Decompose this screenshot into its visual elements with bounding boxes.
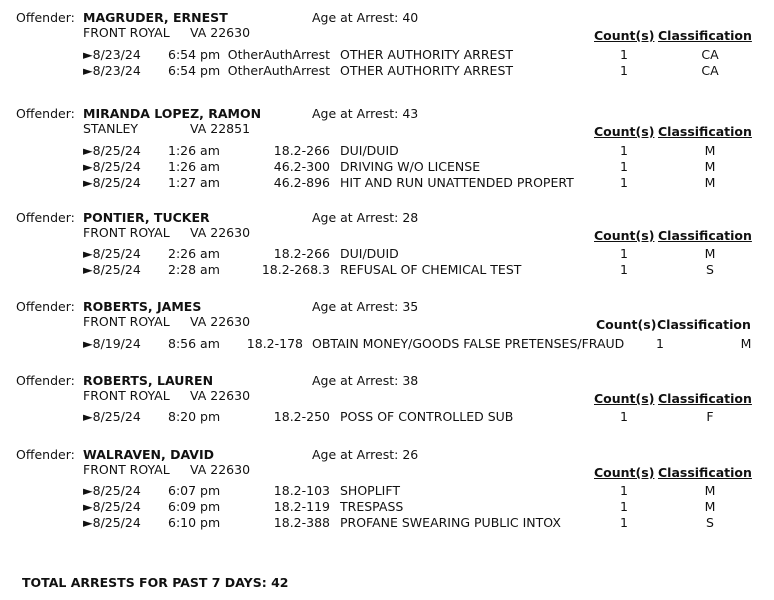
charge-count: 1 — [620, 246, 628, 261]
offender-label: Offender: — [16, 299, 75, 314]
charge-description: SHOPLIFT — [340, 483, 400, 498]
charge-count: 1 — [620, 175, 628, 190]
charge-classification: S — [706, 262, 714, 277]
arrest-date: ►8/25/24 — [83, 175, 141, 190]
count-header: Count(s) — [594, 465, 655, 480]
count-header: Count(s) — [594, 28, 655, 43]
total-label: TOTAL ARRESTS FOR PAST 7 DAYS: — [22, 575, 267, 590]
arrest-date: ►8/25/24 — [83, 483, 141, 498]
count-header: Count(s) — [594, 228, 655, 243]
statute-code: 18.2-266 — [273, 246, 330, 261]
statute-code: 18.2-388 — [273, 515, 330, 530]
offender-name: PONTIER, TUCKER — [83, 210, 210, 225]
charge-count: 1 — [620, 515, 628, 530]
total-value: 42 — [271, 575, 289, 590]
age-label: Age at Arrest: — [312, 10, 399, 25]
charge-count: 1 — [656, 336, 664, 351]
offender-name: ROBERTS, JAMES — [83, 299, 202, 314]
offender-label: Offender: — [16, 10, 75, 25]
age-at-arrest — [312, 447, 418, 462]
offender-city: STANLEY — [83, 121, 138, 136]
charge-description: PROFANE SWEARING PUBLIC INTOX — [340, 515, 561, 530]
arrest-time: 8:56 am — [168, 336, 220, 351]
charge-classification: M — [704, 143, 716, 158]
offender-label: Offender: — [16, 373, 75, 388]
offender-city: FRONT ROYAL — [83, 388, 170, 403]
arrest-date: ►8/19/24 — [83, 336, 141, 351]
arrest-time: 6:07 pm — [168, 483, 221, 498]
offender-name: MIRANDA LOPEZ, RAMON — [83, 106, 262, 121]
offender-city: FRONT ROYAL — [83, 462, 170, 477]
offender-state-zip: VA 22630 — [190, 388, 251, 403]
charge-classification: M — [704, 175, 716, 190]
classification-header: Classification — [657, 317, 751, 332]
charge-classification: F — [706, 409, 714, 424]
offender-state-zip: VA 22630 — [190, 225, 251, 240]
arrest-time: 8:20 pm — [168, 409, 221, 424]
arrest-time: 1:26 am — [168, 159, 220, 174]
offender-state-zip: VA 22630 — [190, 25, 251, 40]
offender-state-zip: VA 22851 — [190, 121, 251, 136]
age-value: 40 — [402, 10, 419, 25]
charge-classification: M — [704, 499, 716, 514]
charge-classification: M — [704, 483, 716, 498]
charge-count: 1 — [620, 159, 628, 174]
offender-city: FRONT ROYAL — [83, 314, 170, 329]
charge-description: HIT AND RUN UNATTENDED PROPERT — [340, 175, 574, 190]
age-label: Age at Arrest: — [312, 210, 399, 225]
statute-code: 46.2-300 — [273, 159, 330, 174]
age-value: 43 — [402, 106, 419, 121]
offender-name: MAGRUDER, ERNEST — [83, 10, 228, 25]
arrest-date: ►8/25/24 — [83, 499, 141, 514]
charge-classification: M — [704, 246, 716, 261]
arrest-time: 2:26 am — [168, 246, 220, 261]
charge-description: OBTAIN MONEY/GOODS FALSE PRETENSES/FRAUD — [312, 336, 625, 351]
age-at-arrest — [312, 299, 418, 314]
arrest-time: 1:27 am — [168, 175, 220, 190]
arrest-date: ►8/25/24 — [83, 246, 141, 261]
statute-code: 18.2-268.3 — [261, 262, 330, 277]
offender-name: ROBERTS, LAUREN — [83, 373, 214, 388]
statute-code: 18.2-250 — [273, 409, 330, 424]
offender-state-zip: VA 22630 — [190, 314, 251, 329]
age-at-arrest — [312, 373, 418, 388]
arrest-date: ►8/25/24 — [83, 262, 141, 277]
arrest-date: ►8/25/24 — [83, 409, 141, 424]
statute-code: 18.2-266 — [273, 143, 330, 158]
charge-classification: S — [706, 515, 714, 530]
charge-count: 1 — [620, 483, 628, 498]
classification-header: Classification — [658, 465, 752, 480]
arrest-date: ►8/25/24 — [83, 159, 141, 174]
arrest-date: ►8/25/24 — [83, 515, 141, 530]
charge-description: OTHER AUTHORITY ARREST — [340, 47, 514, 62]
charge-description: POSS OF CONTROLLED SUB — [340, 409, 514, 424]
age-at-arrest — [312, 10, 418, 25]
classification-header: Classification — [658, 228, 752, 243]
classification-header: Classification — [658, 124, 752, 139]
charge-count: 1 — [620, 47, 628, 62]
classification-header: Classification — [658, 28, 752, 43]
age-at-arrest — [312, 210, 418, 225]
age-value: 26 — [402, 447, 419, 462]
age-label: Age at Arrest: — [312, 299, 399, 314]
charge-description: OTHER AUTHORITY ARREST — [340, 63, 514, 78]
arrest-time: 6:09 pm — [168, 499, 221, 514]
arrest-time: 6:10 pm — [168, 515, 221, 530]
age-value: 35 — [402, 299, 419, 314]
offender-city: FRONT ROYAL — [83, 225, 170, 240]
charge-description: DUI/DUID — [340, 246, 399, 261]
arrest-date: ►8/23/24 — [83, 63, 141, 78]
count-header: Count(s) — [594, 124, 655, 139]
charge-description: DRIVING W/O LICENSE — [340, 159, 481, 174]
arrest-time: 1:26 am — [168, 143, 220, 158]
offender-state-zip: VA 22630 — [190, 462, 251, 477]
total-arrests — [22, 575, 288, 590]
charge-description: DUI/DUID — [340, 143, 399, 158]
arrest-date: ►8/23/24 — [83, 47, 141, 62]
charge-description: REFUSAL OF CHEMICAL TEST — [340, 262, 522, 277]
offender-label: Offender: — [16, 106, 75, 121]
arrest-time: 6:54 pm — [168, 47, 221, 62]
charge-count: 1 — [620, 143, 628, 158]
offender-label: Offender: — [16, 210, 75, 225]
statute-code: OtherAuthArrest — [227, 47, 330, 62]
count-header: Count(s) — [596, 317, 657, 332]
charge-classification: M — [704, 159, 716, 174]
classification-header: Classification — [658, 391, 752, 406]
charge-count: 1 — [620, 409, 628, 424]
statute-code: 46.2-896 — [273, 175, 330, 190]
age-label: Age at Arrest: — [312, 106, 399, 121]
charge-count: 1 — [620, 262, 628, 277]
age-value: 28 — [402, 210, 419, 225]
offender-name: WALRAVEN, DAVID — [83, 447, 214, 462]
offender-label: Offender: — [16, 447, 75, 462]
statute-code: OtherAuthArrest — [227, 63, 330, 78]
count-header: Count(s) — [594, 391, 655, 406]
charge-description: TRESPASS — [340, 499, 404, 514]
charge-classification: CA — [701, 63, 719, 78]
age-label: Age at Arrest: — [312, 373, 399, 388]
charge-count: 1 — [620, 499, 628, 514]
charge-classification: M — [740, 336, 752, 351]
age-value: 38 — [402, 373, 419, 388]
arrest-time: 6:54 pm — [168, 63, 221, 78]
statute-code: 18.2-103 — [273, 483, 330, 498]
arrest-date: ►8/25/24 — [83, 143, 141, 158]
statute-code: 18.2-178 — [246, 336, 303, 351]
charge-classification: CA — [701, 47, 719, 62]
offender-city: FRONT ROYAL — [83, 25, 170, 40]
statute-code: 18.2-119 — [273, 499, 330, 514]
arrest-time: 2:28 am — [168, 262, 220, 277]
charge-count: 1 — [620, 63, 628, 78]
age-label: Age at Arrest: — [312, 447, 399, 462]
age-at-arrest — [312, 106, 418, 121]
